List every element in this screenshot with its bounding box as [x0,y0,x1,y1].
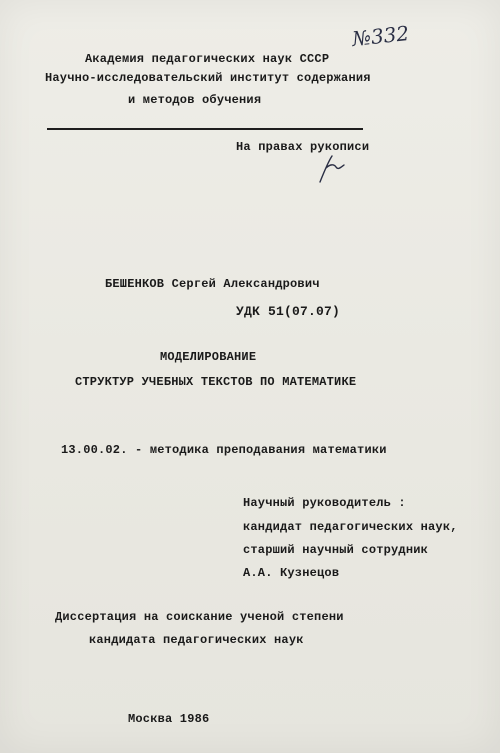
author-name: БЕШЕНКОВ Сергей Александрович [105,277,320,291]
signature-mark [310,150,350,186]
institute-name: Научно-исследовательский институт содержания [45,71,371,85]
handwritten-number: №332 [350,21,411,51]
supervisor-degree: кандидат педагогических наук, [243,520,458,534]
specialty-code: 13.00.02. - методика преподавания математики [61,443,387,457]
header-rule [47,128,363,130]
academy-name: Академия педагогических наук СССР [85,52,330,66]
city-year: Москва 1986 [128,712,210,726]
institute-name-cont: и методов обучения [128,93,262,107]
dissertation-line-2: кандидата педагогических наук [89,633,304,647]
udk-code: УДК 51(07.07) [236,304,341,319]
manuscript-note: На правах рукописи [236,140,370,154]
supervisor-position: старший научный сотрудник [243,543,429,557]
title-line-1: МОДЕЛИРОВАНИЕ [160,350,257,364]
title-line-2: СТРУКТУР УЧЕБНЫХ ТЕКСТОВ ПО МАТЕМАТИКЕ [75,375,357,389]
supervisor-name: А.А. Кузнецов [243,566,340,580]
supervisor-heading: Научный руководитель : [243,496,406,510]
dissertation-line-1: Диссертация на соискание ученой степени [55,610,344,624]
